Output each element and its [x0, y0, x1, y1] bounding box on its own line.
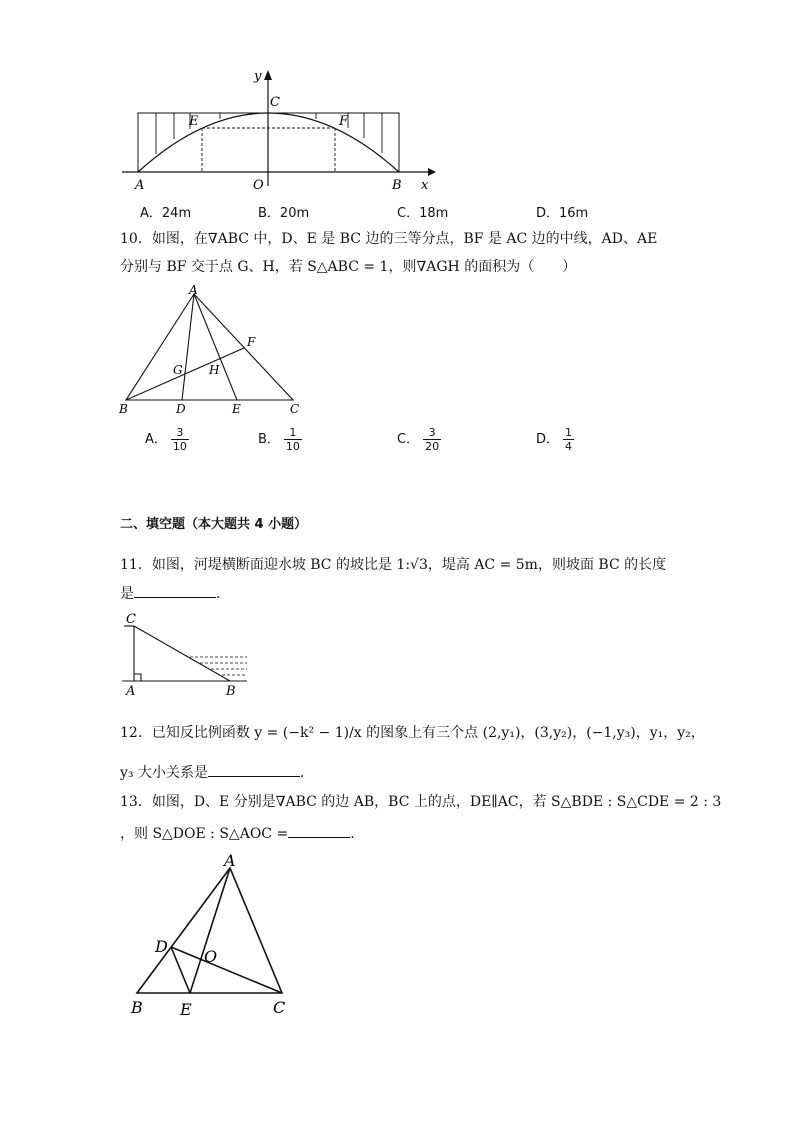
label-o: O: [253, 178, 264, 193]
label-e: E: [189, 114, 199, 129]
q10-label-c: C: [290, 402, 300, 416]
label-c: C: [270, 95, 280, 110]
q10-option-b-den: 10: [285, 440, 300, 453]
q12-answer-blank[interactable]: [208, 762, 300, 777]
q10-option-b[interactable]: [258, 426, 302, 453]
q10-option-b-num: 1: [284, 426, 302, 440]
q9-option-b-letter: B．: [258, 206, 280, 221]
q12-text-line2: [120, 762, 314, 783]
q9-option-c-value: 18m: [419, 206, 449, 221]
q13-line2-prefix: ，则 S△DOE : S△AOC =: [120, 826, 289, 842]
q10-option-d-letter: D．: [536, 432, 560, 447]
q9-option-a[interactable]: [140, 202, 191, 221]
q13-label-d: D: [155, 937, 168, 956]
q10-text-line1: 10．如图，在∇ABC 中，D、E 是 BC 边的三等分点，BF 是 AC 边的中线，AD、AE: [120, 231, 658, 247]
q13-label-a: A: [224, 851, 236, 870]
q10-label-e: E: [232, 402, 241, 416]
q10-option-b-letter: B．: [258, 432, 280, 447]
q13-triangle-figure: [120, 848, 310, 1020]
q10-option-a-letter: A．: [145, 432, 167, 447]
q9-option-b-value: 20m: [279, 206, 310, 221]
q9-option-d-value: 16m: [559, 206, 589, 221]
q10-option-d[interactable]: [536, 426, 574, 453]
q13-label-o: O: [204, 947, 218, 966]
q11-line2-suffix: ．: [216, 586, 230, 602]
section-title: 二、填空题（本大题共 4 小题）: [120, 517, 308, 532]
q9-option-d[interactable]: [536, 202, 588, 221]
q10-option-c-letter: C．: [397, 432, 420, 447]
q9-option-b[interactable]: [258, 202, 309, 221]
label-x: x: [421, 178, 429, 193]
q11-text-line2: [120, 583, 230, 604]
q13-line2-suffix: ．: [350, 826, 365, 842]
q10-option-a-num: 3: [171, 426, 189, 440]
q9-option-a-value: 24m: [161, 206, 192, 221]
q10-option-a[interactable]: [145, 426, 189, 453]
label-a: A: [135, 178, 145, 193]
q10-triangle-figure: [112, 282, 312, 418]
q12-text-line1: 12．已知反比例函数 y = (−k² − 1)/x 的图象上有三个点 (2,y₁)，(3,y₂)，(−1,y₃)，y₁，y₂，: [120, 725, 705, 741]
q11-label-a: A: [126, 684, 136, 699]
q10-label-a: A: [189, 283, 198, 297]
q12-line2-suffix: ．: [299, 765, 314, 781]
label-y: y: [254, 69, 262, 84]
q9-option-c[interactable]: [397, 202, 448, 221]
q10-option-c-den: 20: [425, 440, 440, 453]
q10-label-h: H: [209, 363, 220, 377]
q10-option-c-num: 3: [423, 426, 441, 440]
label-b: B: [392, 178, 402, 193]
q13-text-line1: 13．如图，D、E 分别是∇ABC 的边 AB，BC 上的点，DE∥AC，若 S△BDE : S△CDE = 2 : 3: [120, 794, 722, 810]
q13-answer-blank[interactable]: [288, 823, 350, 838]
q10-option-d-den: 4: [565, 440, 573, 453]
q9-option-c-letter: C．: [397, 206, 420, 221]
q9-option-d-letter: D．: [536, 206, 560, 221]
q10-option-a-den: 10: [172, 440, 187, 453]
q13-label-e: E: [180, 1000, 192, 1019]
q10-label-d: D: [176, 402, 186, 416]
q11-label-c: C: [126, 612, 136, 627]
q10-option-d-num: 1: [565, 426, 573, 439]
q10-text-line2: 分别与 BF 交于点 G、H，若 S△ABC = 1，则∇AGH 的面积为（ ）: [120, 259, 577, 275]
q11-embankment-figure: [112, 610, 272, 700]
q13-label-c: C: [273, 998, 286, 1017]
q13-label-b: B: [131, 998, 143, 1017]
q10-option-c[interactable]: [397, 426, 441, 453]
q13-text-line2: [120, 823, 364, 844]
q11-label-b: B: [226, 684, 236, 699]
q10-label-b: B: [119, 402, 128, 416]
q11-line2-prefix: 是: [120, 586, 134, 602]
q11-answer-blank[interactable]: [134, 583, 216, 598]
q12-line2-prefix: y₃ 大小关系是: [120, 765, 208, 781]
q9-option-a-letter: A．: [140, 206, 162, 221]
label-f: F: [339, 114, 349, 129]
bridge-parabola-figure: [110, 62, 440, 197]
q11-text-line1: 11．如图，河堤横断面迎水坡 BC 的坡比是 1:√3，堤高 AC = 5m，则坡面 BC 的长度: [120, 557, 667, 573]
q10-label-g: G: [173, 363, 183, 377]
q10-label-f: F: [247, 335, 256, 349]
